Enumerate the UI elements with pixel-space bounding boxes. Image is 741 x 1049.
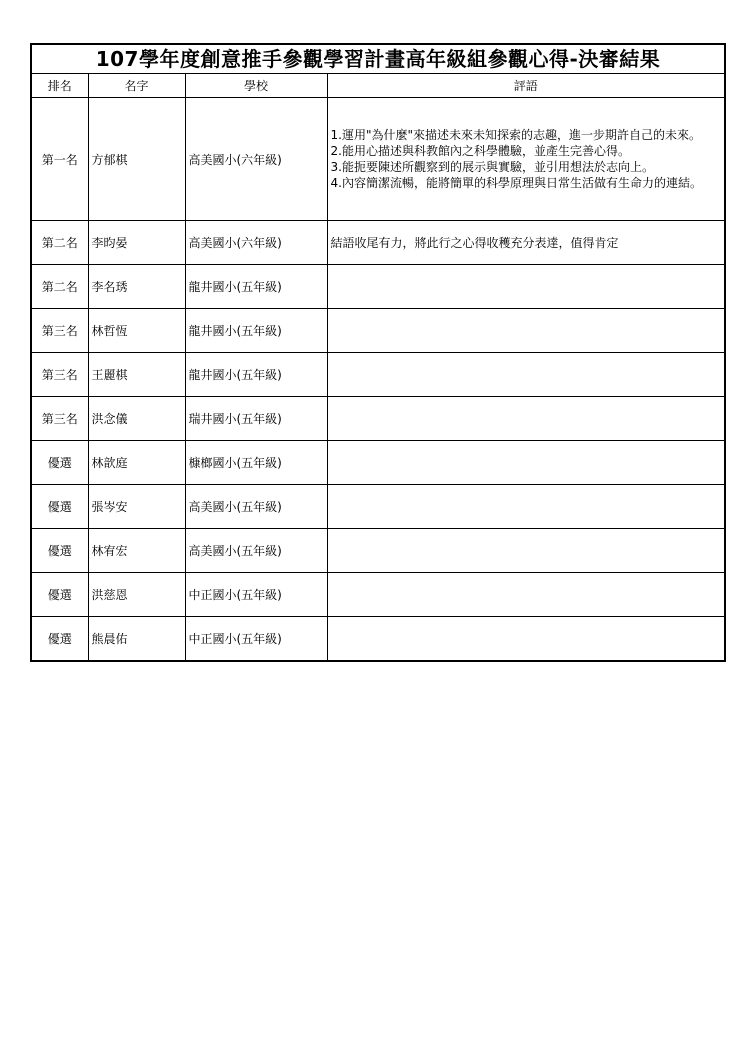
results-sheet	[30, 43, 726, 662]
comment-cell	[327, 221, 724, 265]
name-cell: 洪念儀	[88, 397, 185, 441]
table-row	[32, 441, 724, 485]
school-cell: 瑞井國小(五年級)	[185, 397, 327, 441]
name-cell: 熊晨佑	[88, 617, 185, 661]
comment-line: 1.運用"為什麼"來描述未來未知探索的志趣，進一步期許自己的未來。	[330, 128, 701, 142]
school-cell: 中正國小(五年級)	[185, 617, 327, 661]
table-row	[32, 309, 724, 353]
comment-cell	[327, 485, 724, 529]
name-cell: 林哲恆	[88, 309, 185, 353]
table-row	[32, 397, 724, 441]
name-cell: 林宥宏	[88, 529, 185, 573]
sheet-title: 107學年度創意推手參觀學習計畫高年級組參觀心得-決審結果	[32, 45, 724, 74]
rank-cell: 第三名	[32, 309, 88, 353]
name-cell: 王麗棋	[88, 353, 185, 397]
name-cell: 方郁棋	[88, 98, 185, 221]
table-row	[32, 485, 724, 529]
school-cell: 高美國小(六年級)	[185, 221, 327, 265]
rank-cell: 第三名	[32, 353, 88, 397]
table-row	[32, 221, 724, 265]
rank-cell: 第二名	[32, 221, 88, 265]
header-rank: 排名	[32, 74, 88, 98]
header-name: 名字	[88, 74, 185, 98]
table-row	[32, 573, 724, 617]
rank-cell: 第二名	[32, 265, 88, 309]
table-row	[32, 353, 724, 397]
comment-cell	[327, 309, 724, 353]
school-cell: 高美國小(六年級)	[185, 98, 327, 221]
name-cell: 李名琇	[88, 265, 185, 309]
school-cell: 龍井國小(五年級)	[185, 353, 327, 397]
comment-cell	[327, 529, 724, 573]
table-row	[32, 617, 724, 661]
results-table	[32, 74, 724, 660]
comment-cell	[327, 265, 724, 309]
rank-cell: 優選	[32, 617, 88, 661]
header-comment: 評語	[327, 74, 724, 98]
school-cell: 龍井國小(五年級)	[185, 309, 327, 353]
rank-cell: 優選	[32, 485, 88, 529]
comment-cell	[327, 441, 724, 485]
comment-line: 3.能扼要陳述所觀察到的展示與實驗，並引用想法於志向上。	[330, 160, 654, 174]
name-cell: 林歆庭	[88, 441, 185, 485]
comment-line: 2.能用心描述與科教館內之科學體驗，並產生完善心得。	[330, 144, 630, 158]
rank-cell: 第三名	[32, 397, 88, 441]
name-cell: 李昀晏	[88, 221, 185, 265]
rank-cell: 第一名	[32, 98, 88, 221]
comment-cell	[327, 98, 724, 221]
comment-line: 4.內容簡潔流暢，能將簡單的科學原理與日常生活做有生命力的連結。	[330, 176, 702, 190]
rank-cell: 優選	[32, 573, 88, 617]
header-school: 學校	[185, 74, 327, 98]
comment-cell	[327, 617, 724, 661]
school-cell: 槺榔國小(五年級)	[185, 441, 327, 485]
table-row	[32, 98, 724, 221]
school-cell: 高美國小(五年級)	[185, 485, 327, 529]
school-cell: 龍井國小(五年級)	[185, 265, 327, 309]
rank-cell: 優選	[32, 441, 88, 485]
name-cell: 洪慈恩	[88, 573, 185, 617]
rank-cell: 優選	[32, 529, 88, 573]
table-row	[32, 265, 724, 309]
school-cell: 中正國小(五年級)	[185, 573, 327, 617]
name-cell: 張岑安	[88, 485, 185, 529]
comment-cell	[327, 353, 724, 397]
header-row	[32, 74, 724, 98]
school-cell: 高美國小(五年級)	[185, 529, 327, 573]
table-row	[32, 529, 724, 573]
comment-cell	[327, 397, 724, 441]
comment-line: 結語收尾有力，將此行之心得收穫充分表達，值得肯定	[330, 235, 619, 250]
comment-cell	[327, 573, 724, 617]
